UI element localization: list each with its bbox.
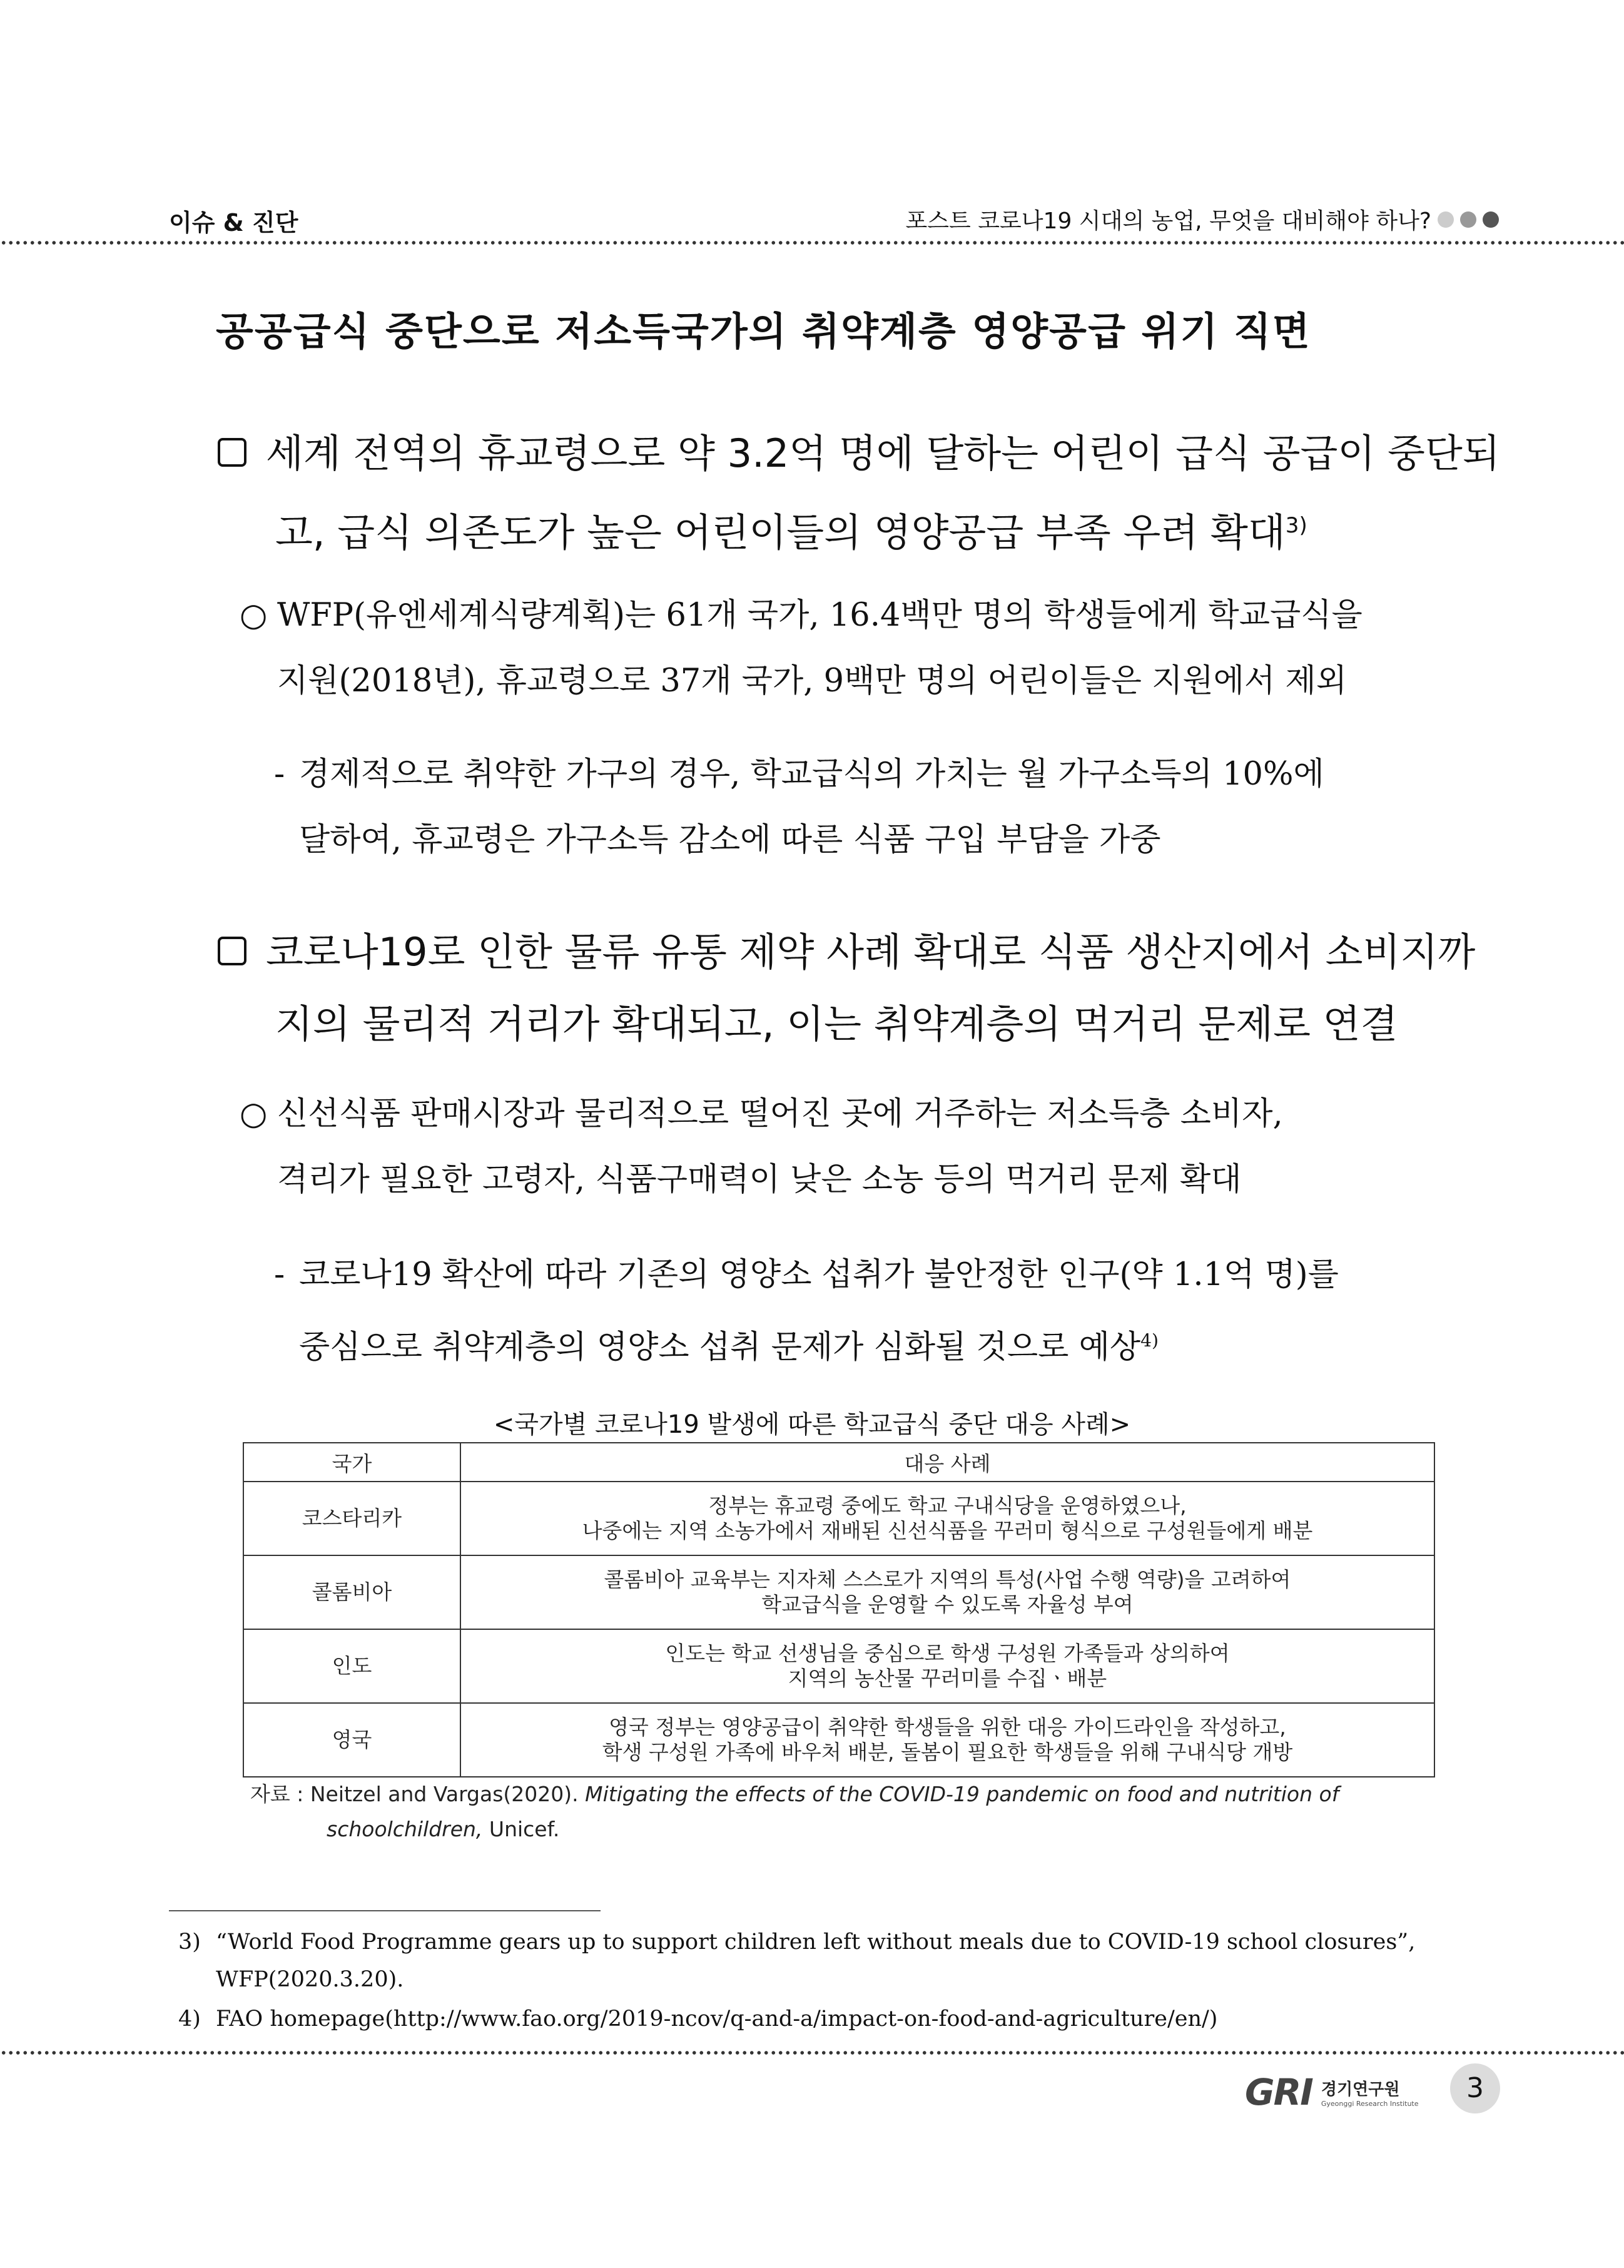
logo-korean: 경기연구원 [1321, 2080, 1400, 2099]
table-header-row [243, 1443, 1434, 1482]
response-line: 콜롬비아 교육부는 지자체 스스로가 지역의 특성(사업 수행 역량)을 고려하여 [604, 1567, 1291, 1592]
table-cell-country: 콜롬비아 [243, 1555, 460, 1629]
block2-circle-line2: 격리가 필요한 고령자, 식품구매력이 낮은 소농 등의 먹거리 문제 확대 [277, 1161, 1242, 1198]
header-dot-icon [1460, 211, 1476, 228]
table-row [243, 1703, 1434, 1777]
table-cell-country: 인도 [243, 1629, 460, 1703]
checkbox-square-icon [218, 937, 246, 965]
block1-dash-line2: 달하여, 휴교령은 가구소득 감소에 따른 식품 구입 부담을 가중 [299, 821, 1161, 858]
source-title-line2: schoolchildren, [327, 1817, 483, 1841]
response-line: 나중에는 지역 소농가에서 재배된 신선식품을 꾸러미 형식으로 구성원들에게 배분 [582, 1518, 1313, 1543]
block2-dash-line2: 중심으로 취약계층의 영양소 섭취 문제가 심화될 것으로 예상$^{4)}$ [299, 1329, 1159, 1366]
header-title [905, 203, 1499, 235]
response-line: 정부는 휴교령 중에도 학교 구내식당을 운영하였으나, [708, 1493, 1187, 1518]
table-header-response: 대응 사례 [460, 1443, 1434, 1482]
block1-heading-line2: 고, 급식 의존도가 높은 어린이들의 영양공급 부족 우려 확대$^{3)}$ [275, 509, 1307, 556]
block2-circle-line1: 신선식품 판매시장과 물리적으로 떨어진 곳에 거주하는 저소득층 소비자, [277, 1096, 1283, 1132]
block2-circle-bullet-icon: ○ [240, 1096, 268, 1132]
table-source [250, 1777, 1433, 1847]
footnote-ref-4: 4) [1140, 1330, 1159, 1351]
block1-heading-line1: 세계 전역의 휴교령으로 약 3.2억 명에 달하는 어린이 급식 공급이 중단되 [266, 430, 1500, 476]
block2-heading-line2: 지의 물리적 거리가 확대되고, 이는 취약계층의 먹거리 문제로 연결 [275, 1001, 1398, 1047]
block2-dash-line1: 코로나19 확산에 따라 기존의 영양소 섭취가 불안정한 인구(약 1.1억 명)를 [299, 1256, 1339, 1293]
table-caption: <국가별 코로나19 발생에 따른 학교급식 중단 대응 사례> [493, 1410, 1131, 1439]
section-title: 공공급식 중단으로 저소득국가의 취약계층 영양공급 위기 직면 [216, 308, 1311, 354]
table-cell-response [460, 1482, 1434, 1555]
table-row [243, 1629, 1434, 1703]
cases-table [243, 1442, 1435, 1777]
response-line: 학교급식을 운영할 수 있도록 자율성 부여 [761, 1592, 1134, 1617]
logo-english: Gyeonggi Research Institute [1321, 2100, 1419, 2108]
footnote-ref-3: 3) [1285, 513, 1307, 538]
footnote-3-number: 3) [178, 1930, 201, 1955]
table-cell-response [460, 1629, 1434, 1703]
footnote-4-number: 4) [178, 2006, 201, 2032]
block1-dash-bullet: - [274, 756, 285, 793]
header-dot-icon [1438, 211, 1454, 228]
table-cell-country: 영국 [243, 1703, 460, 1777]
block1-circle-bullet-icon: ○ [240, 597, 268, 634]
response-line: 지역의 농산물 꾸러미를 수집ㆍ배분 [788, 1666, 1107, 1691]
footer-dotted-divider [0, 2051, 1624, 2055]
source-label: 자료 : [250, 1782, 304, 1806]
table-row [243, 1555, 1434, 1629]
header-title-text: 포스트 코로나19 시대의 농업, 무엇을 대비해야 하나? [905, 208, 1431, 234]
table-header-country: 국가 [243, 1443, 460, 1482]
response-line: 인도는 학교 선생님을 중심으로 학생 구성원 가족들과 상의하여 [665, 1641, 1230, 1665]
response-line: 영국 정부는 영양공급이 취약한 학생들을 위한 대응 가이드라인을 작성하고, [609, 1715, 1286, 1739]
footnote-3-line2: WFP(2020.3.20). [216, 1967, 404, 1992]
footnote-3-line1: “World Food Programme gears up to support children left without meals due to COVID-19 school closures”, [216, 1930, 1416, 1955]
source-authors: Neitzel and Vargas(2020). [310, 1782, 579, 1806]
table-cell-response [460, 1555, 1434, 1629]
source-title-line1: Mitigating the effects of the COVID-19 pandemic on food and nutrition of [585, 1782, 1339, 1806]
logo-text [1321, 2077, 1419, 2108]
header-dot-icon [1483, 211, 1499, 228]
block2-heading-line1: 코로나19로 인한 물류 유통 제약 사례 확대로 식품 생산지에서 소비지까 [266, 929, 1476, 975]
footnote-4-line1: FAO homepage(http://www.fao.org/2019-ncov/q-and-a/impact-on-food-and-agriculture/en/) [216, 2006, 1218, 2032]
block2-dash-bullet: - [274, 1256, 285, 1293]
table-cell-country: 코스타리카 [243, 1482, 460, 1555]
response-line: 학생 구성원 가족에 바우처 배분, 돌봄이 필요한 학생들을 위해 구내식당 개방 [602, 1740, 1293, 1764]
checkbox-square-icon [218, 438, 246, 467]
header-dotted-divider [0, 241, 1624, 245]
page-number: 3 [1450, 2063, 1500, 2113]
block1-dash-line1: 경제적으로 취약한 가구의 경우, 학교급식의 가치는 월 가구소득의 10%에 [299, 756, 1324, 793]
table-cell-response [460, 1703, 1434, 1777]
footnote-divider [169, 1910, 601, 1911]
block1-circle-line1: WFP(유엔세계식량계획)는 61개 국가, 16.4백만 명의 학생들에게 학교급식을 [277, 597, 1363, 634]
block1-circle-line2: 지원(2018년), 휴교령으로 37개 국가, 9백만 명의 어린이들은 지원에서 제외 [277, 663, 1347, 699]
gri-logo [1245, 2071, 1419, 2113]
source-publisher: Unicef. [489, 1817, 560, 1841]
logo-mark: GRI [1245, 2071, 1312, 2113]
header-section-label: 이슈 & 진단 [169, 209, 298, 236]
table-row [243, 1482, 1434, 1555]
